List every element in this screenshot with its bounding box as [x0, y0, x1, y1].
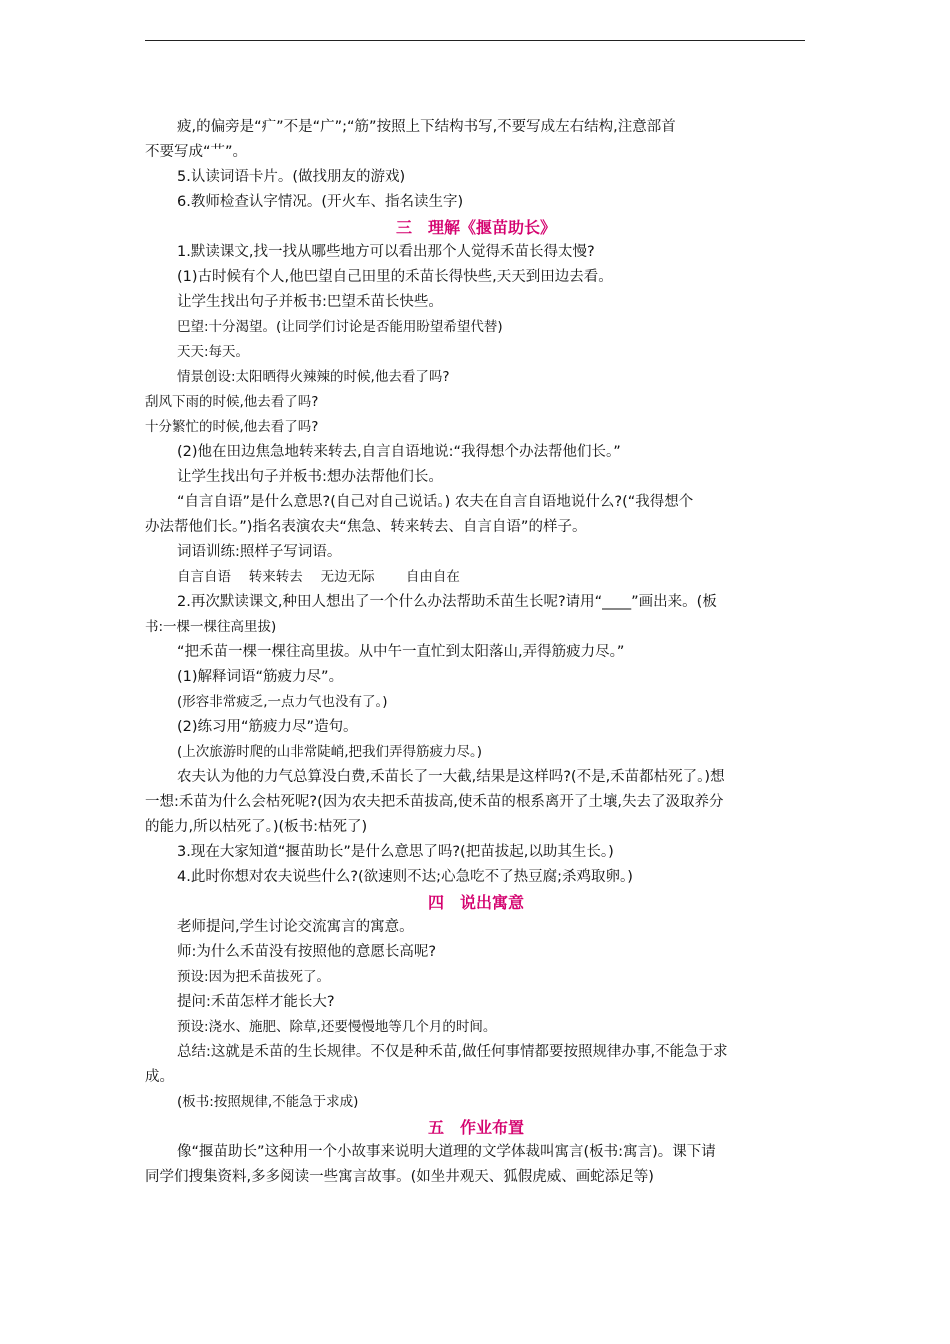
text-line: “把禾苗一棵一棵往高里拔。从中午一直忙到太阳落山,弄得筋疲力尽。”: [177, 644, 625, 660]
text-line: 不要写成“艹”。: [145, 144, 248, 160]
text-line: 预设:浇水、施肥、除草,还要慢慢地等几个月的时间。: [177, 1019, 497, 1035]
text-line: 农夫认为他的力气总算没白费,禾苗长了一大截,结果是这样吗?(不是,禾苗都枯死了。)想: [177, 769, 725, 785]
section-heading: 四 说出寓意: [427, 893, 524, 912]
text-line: 让学生找出句子并板书:巴望禾苗长快些。: [177, 294, 443, 310]
text-line: 巴望:十分渴望。(让同学们讨论是否能用盼望希望代替): [177, 319, 503, 335]
text-line: 办法帮他们长。”)指名表演农夫“焦急、转来转去、自言自语”的样子。: [145, 519, 587, 535]
text-line: 十分繁忙的时候,他去看了吗?: [145, 419, 319, 435]
header-rule: [145, 40, 805, 41]
text-line: 2.再次默读课文,种田人想出了一个什么办法帮助禾苗生长呢?请用“____”画出来。(板: [177, 594, 717, 610]
text-line: 书:一棵一棵往高里拔): [145, 619, 277, 635]
text-line: 6.教师检查认字情况。(开火车、指名读生字): [177, 194, 464, 210]
text-line: “自言自语”是什么意思?(自己对自己说话。) 农夫在自言自语地说什么?(“我得想个: [177, 494, 694, 510]
text-line: 一想:禾苗为什么会枯死呢?(因为农夫把禾苗拔高,使禾苗的根系离开了土壤,失去了汲取养分: [145, 794, 724, 810]
text-line: 预设:因为把禾苗拔死了。: [177, 969, 331, 985]
text-line: 情景创设:太阳晒得火辣辣的时候,他去看了吗?: [177, 369, 450, 385]
text-line: (1)古时候有个人,他巴望自己田里的禾苗长得快些,天天到田边去看。: [177, 269, 613, 285]
text-line: 师:为什么禾苗没有按照他的意愿长高呢?: [177, 944, 437, 960]
text-line: (2)练习用“筋疲力尽”造句。: [177, 719, 358, 735]
text-line: 3.现在大家知道“揠苗助长”是什么意思了吗?(把苗拔起,以助其生长。): [177, 844, 614, 860]
section-heading: 三 理解《揠苗助长》: [395, 218, 556, 237]
text-line: (1)解释词语“筋疲力尽”。: [177, 669, 344, 685]
text-line: 4.此时你想对农夫说些什么?(欲速则不达;心急吃不了热豆腐;杀鸡取卵。): [177, 869, 633, 885]
text-line: 自言自语 转来转去 无边无际 自由自在: [177, 569, 460, 585]
document-body: [145, 115, 807, 1190]
text-line: 的能力,所以枯死了。)(板书:枯死了): [145, 819, 368, 835]
text-line: (板书:按照规律,不能急于求成): [177, 1094, 359, 1110]
text-line: 成。: [145, 1069, 174, 1085]
text-line: 老师提问,学生讨论交流寓言的寓意。: [177, 919, 414, 935]
text-line: 提问:禾苗怎样才能长大?: [177, 994, 335, 1010]
text-line: (2)他在田边焦急地转来转去,自言自语地说:“我得想个办法帮他们长。”: [177, 444, 621, 460]
text-line: 同学们搜集资料,多多阅读一些寓言故事。(如坐井观天、狐假虎威、画蛇添足等): [145, 1169, 654, 1185]
text-line: 词语训练:照样子写词语。: [177, 544, 342, 560]
text-line: (形容非常疲乏,一点力气也没有了。): [177, 694, 388, 710]
text-line: 1.默读课文,找一找从哪些地方可以看出那个人觉得禾苗长得太慢?: [177, 244, 595, 260]
text-line: 刮风下雨的时候,他去看了吗?: [145, 394, 319, 410]
text-line: 天天:每天。: [177, 344, 250, 360]
text-line: 总结:这就是禾苗的生长规律。不仅是种禾苗,做任何事情都要按照规律办事,不能急于求: [177, 1044, 728, 1060]
text-line: 疲,的偏旁是“疒”不是“广”;“筋”按照上下结构书写,不要写成左右结构,注意部首: [177, 119, 676, 135]
text-line: 5.认读词语卡片。(做找朋友的游戏): [177, 169, 406, 185]
section-heading: 五 作业布置: [427, 1118, 524, 1137]
text-line: 像“揠苗助长”这种用一个小故事来说明大道理的文学体裁叫寓言(板书:寓言)。课下请: [177, 1144, 716, 1160]
text-line: 让学生找出句子并板书:想办法帮他们长。: [177, 469, 443, 485]
text-line: (上次旅游时爬的山非常陡峭,把我们弄得筋疲力尽。): [177, 744, 483, 760]
